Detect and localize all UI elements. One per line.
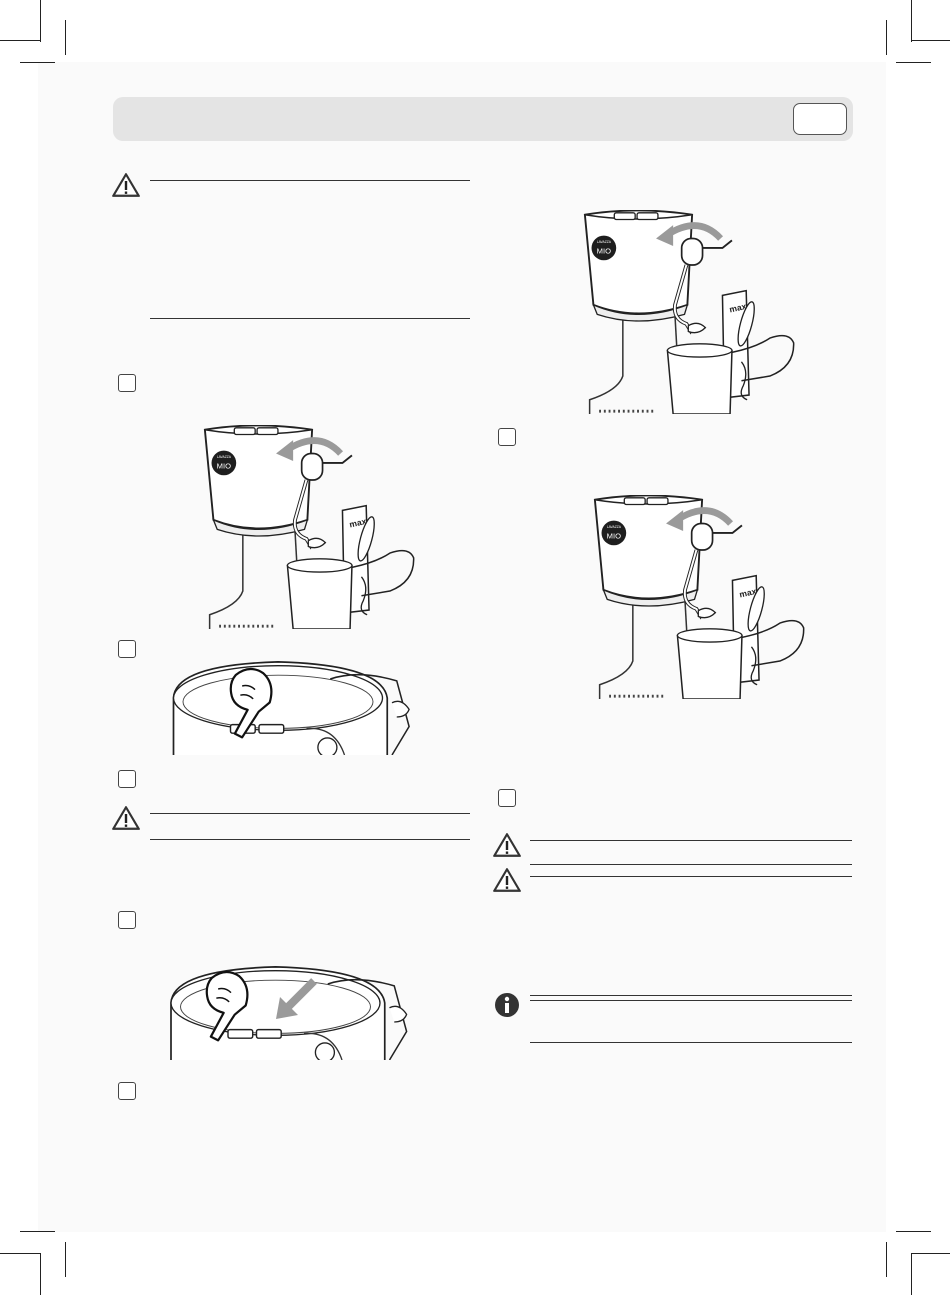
crop-mark: [896, 1231, 931, 1232]
crop-mark: [0, 40, 40, 41]
warning-rule-top: [150, 813, 470, 814]
crop-mark: [886, 1242, 887, 1277]
section-header-band: [113, 97, 853, 141]
crop-mark: [911, 0, 912, 42]
step-checkbox: [118, 911, 136, 929]
warning-triangle-icon: [492, 832, 522, 858]
step-checkbox: [118, 1082, 136, 1100]
step-checkbox: [498, 428, 516, 446]
warning-rule-bottom: [150, 839, 470, 840]
crop-mark: [896, 62, 931, 63]
warning-rule-bottom: [530, 864, 852, 865]
page-number-box: [793, 103, 847, 135]
top-view-button-press-illustration: [155, 660, 420, 755]
warning-rule-top: [150, 180, 470, 181]
machine-steam-wand-cup-illustration: [590, 495, 818, 699]
step-checkbox: [498, 789, 516, 807]
warning-rule-top: [530, 876, 852, 877]
warning-rule-bottom: [150, 318, 470, 319]
warning-triangle-icon: [492, 867, 522, 893]
pointing-hand-icon: [198, 968, 253, 1043]
crop-mark: [65, 20, 66, 55]
info-rule-bottom: [530, 1042, 852, 1043]
warning-rule-top: [530, 840, 852, 841]
crop-mark: [40, 1253, 41, 1295]
crop-mark: [911, 1253, 912, 1295]
crop-mark: [20, 1231, 55, 1232]
crop-mark: [40, 0, 41, 42]
info-rule-top-second: [530, 1000, 852, 1001]
crop-mark: [911, 1253, 950, 1254]
step-checkbox: [118, 770, 136, 788]
crop-mark: [65, 1242, 66, 1277]
step-checkbox: [118, 640, 136, 658]
machine-steam-wand-illustration: [580, 210, 808, 414]
step-checkbox: [118, 374, 136, 392]
machine-steam-wand-illustration: [200, 425, 428, 629]
crop-mark: [911, 40, 950, 41]
warning-triangle-icon: [111, 172, 141, 198]
crop-mark: [20, 62, 55, 63]
crop-mark: [0, 1253, 40, 1254]
info-icon: [494, 992, 520, 1018]
arrow-down-left-icon: [270, 975, 320, 1025]
info-rule-top: [530, 995, 852, 996]
pointing-hand-icon: [222, 665, 277, 740]
crop-mark: [886, 20, 887, 55]
warning-triangle-icon: [111, 805, 141, 831]
